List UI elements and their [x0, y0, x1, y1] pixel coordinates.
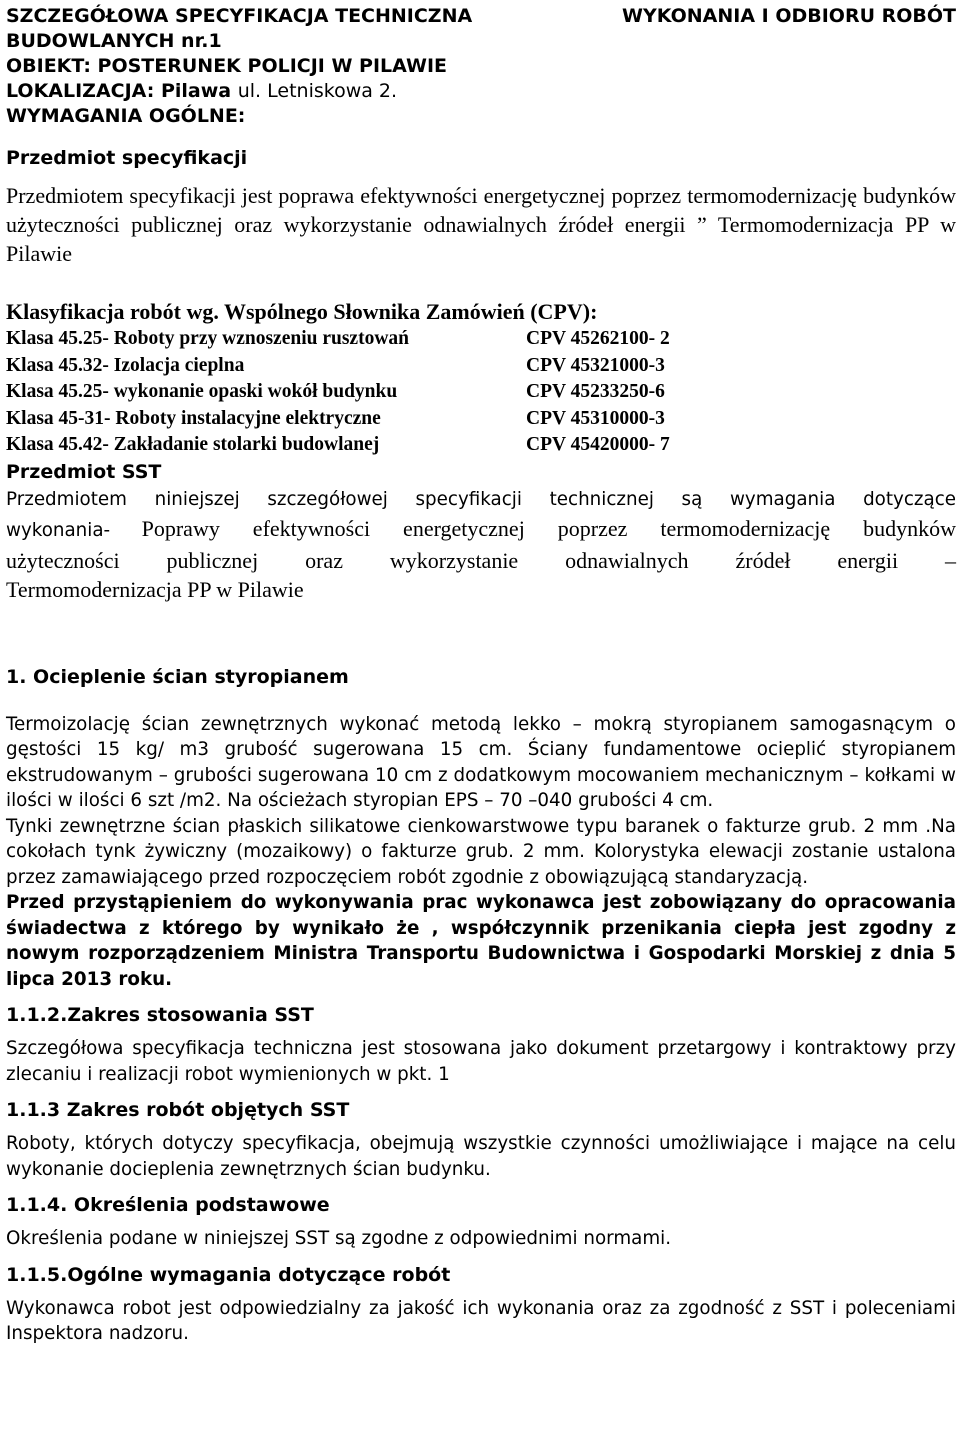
title-line-2: BUDOWLANYCH nr.1	[6, 30, 222, 52]
sst-line-2-lead: wykonania-	[6, 519, 111, 541]
title-right: WYKONANIA I ODBIORU ROBÓT	[622, 5, 956, 27]
section-114-text: Określenia podane w niniejszej SST są zgodne z odpowiednimi normami.	[6, 1228, 672, 1249]
cpv-class-name: Klasa 45.25- wykonanie opaski wokół budynku	[6, 381, 398, 402]
cpv-heading: Klasyfikacja robót wg. Wspólnego Słownika Zamówień (CPV):	[6, 299, 598, 324]
subject-heading: Przedmiot specyfikacji	[6, 147, 248, 169]
section-114-heading: 1.1.4. Określenia podstawowe	[6, 1194, 330, 1216]
location-line	[6, 79, 956, 104]
sst-line-1: Przedmiotem niniejszej szczegółowej specyfikacji technicznej są wymagania dotyczące	[6, 488, 956, 510]
sst-line-2	[6, 514, 956, 546]
cpv-row	[6, 406, 956, 433]
section-1-bold-paragraph: Przed przystąpieniem do wykonywania prac wykonawca jest zobowiązany do opracowania świadectwa z którego by wynikało że , współczynnik przenikania ciepła jest zgodny z nowym rozporządzeniem Ministra Transportu Budownictwa i Gospodarki Morskiej z dnia 5 lipca 2013 roku.	[6, 892, 956, 990]
cpv-row	[6, 432, 956, 459]
section-113-heading: 1.1.3 Zakres robót objętych SST	[6, 1099, 350, 1121]
section-1-paragraph-1: Termoizolację ścian zewnętrznych wykonać metodą lekko – mokrą styropianem samogasnącym o gęstości 15 kg/ m3 grubość sugerowana 15 cm. Ściany fundamentowe ocieplić styropianem ekstrudowanym – grubości sugerowana 10 cm z dodatkowym mocowaniem mechanicznym – kołkami w ilości w ilości 6 szt /m2. Na ościeżach styropian EPS – 70 –040 grubości 4 cm.	[6, 713, 956, 811]
cpv-code: CPV 45310000-3	[526, 407, 665, 429]
cpv-code: CPV 45262100- 2	[526, 328, 670, 349]
section-112-heading: 1.1.2.Zakres stosowania SST	[6, 1004, 314, 1026]
document-page	[6, 4, 956, 1347]
document-header	[6, 4, 956, 129]
sst-line-2-rest: Poprawy efektywności energetycznej poprzez termomodernizację budynków	[141, 515, 957, 541]
section-112-text: Szczegółowa specyfikacja techniczna jest stosowana jako dokument przetargowy i kontraktowy przy zlecaniu i realizacji robot wymienionych w pkt. 1	[6, 1038, 956, 1085]
section-1-paragraph-2: Tynki zewnętrzne ścian płaskich silikatowe cienkowarstwowe typu baranek o fakturze grub. 2 mm .Na cokołach tynk żywiczny (mozaikowy) o fakturze grub. 2 mm. Kolorystyka elewacji zostanie ustalona przez zamawiającego przed rozpoczęciem robót zgodnie z obowiązującą standaryzacją.	[6, 815, 956, 888]
section-115-heading: 1.1.5.Ogólne wymagania dotyczące robót	[6, 1263, 451, 1286]
sst-line-3: użyteczności publicznej oraz wykorzystanie odnawialnych źródeł energii –	[6, 547, 956, 573]
location-address: ul. Letniskowa 2.	[237, 80, 398, 102]
cpv-code: CPV 45233250-6	[526, 381, 665, 402]
section-1-heading: 1. Ocieplenie ścian styropianem	[6, 665, 349, 688]
title-left: SZCZEGÓŁOWA SPECYFIKACJA TECHNICZNA	[6, 5, 473, 27]
cpv-class-name: Klasa 45-31- Roboty instalacyjne elektryczne	[6, 407, 381, 429]
cpv-code: CPV 45420000- 7	[526, 434, 670, 455]
section-115-text: Wykonawca robot jest odpowiedzialny za jakość ich wykonania oraz za zgodność z SST i poleceniami Inspektora nadzoru.	[6, 1297, 956, 1344]
location-label: LOKALIZACJA: Pilawa	[6, 80, 232, 102]
cpv-code: CPV 45321000-3	[526, 354, 665, 376]
section-113-text: Roboty, których dotyczy specyfikacja, obejmują wszystkie czynności umożliwiające i mające na celu wykonanie docieplenia zewnętrznych ścian budynku.	[6, 1133, 956, 1180]
cpv-class-name: Klasa 45.32- Izolacja cieplna	[6, 354, 245, 376]
title-line-1	[6, 4, 956, 29]
cpv-class-name: Klasa 45.42- Zakładanie stolarki budowlanej	[6, 434, 380, 455]
cpv-row	[6, 326, 956, 353]
cpv-class-name: Klasa 45.25- Roboty przy wznoszeniu rusztowań	[6, 328, 409, 349]
subject-text: Przedmiotem specyfikacji jest poprawa efektywności energetycznej poprzez termomodernizację budynków użyteczności publicznej oraz wykorzystanie odnawialnych źródeł energii ” Termomodernizacja PP w Pilawie	[6, 183, 956, 266]
sst-heading: Przedmiot SST	[6, 460, 162, 483]
cpv-table	[6, 326, 956, 459]
sst-line-4: Termomodernizacja PP w Pilawie	[6, 576, 304, 602]
cpv-row	[6, 379, 956, 406]
general-requirements-heading: WYMAGANIA OGÓLNE:	[6, 105, 246, 127]
object-line: OBIEKT: POSTERUNEK POLICJI W PILAWIE	[6, 55, 447, 77]
cpv-row	[6, 353, 956, 380]
